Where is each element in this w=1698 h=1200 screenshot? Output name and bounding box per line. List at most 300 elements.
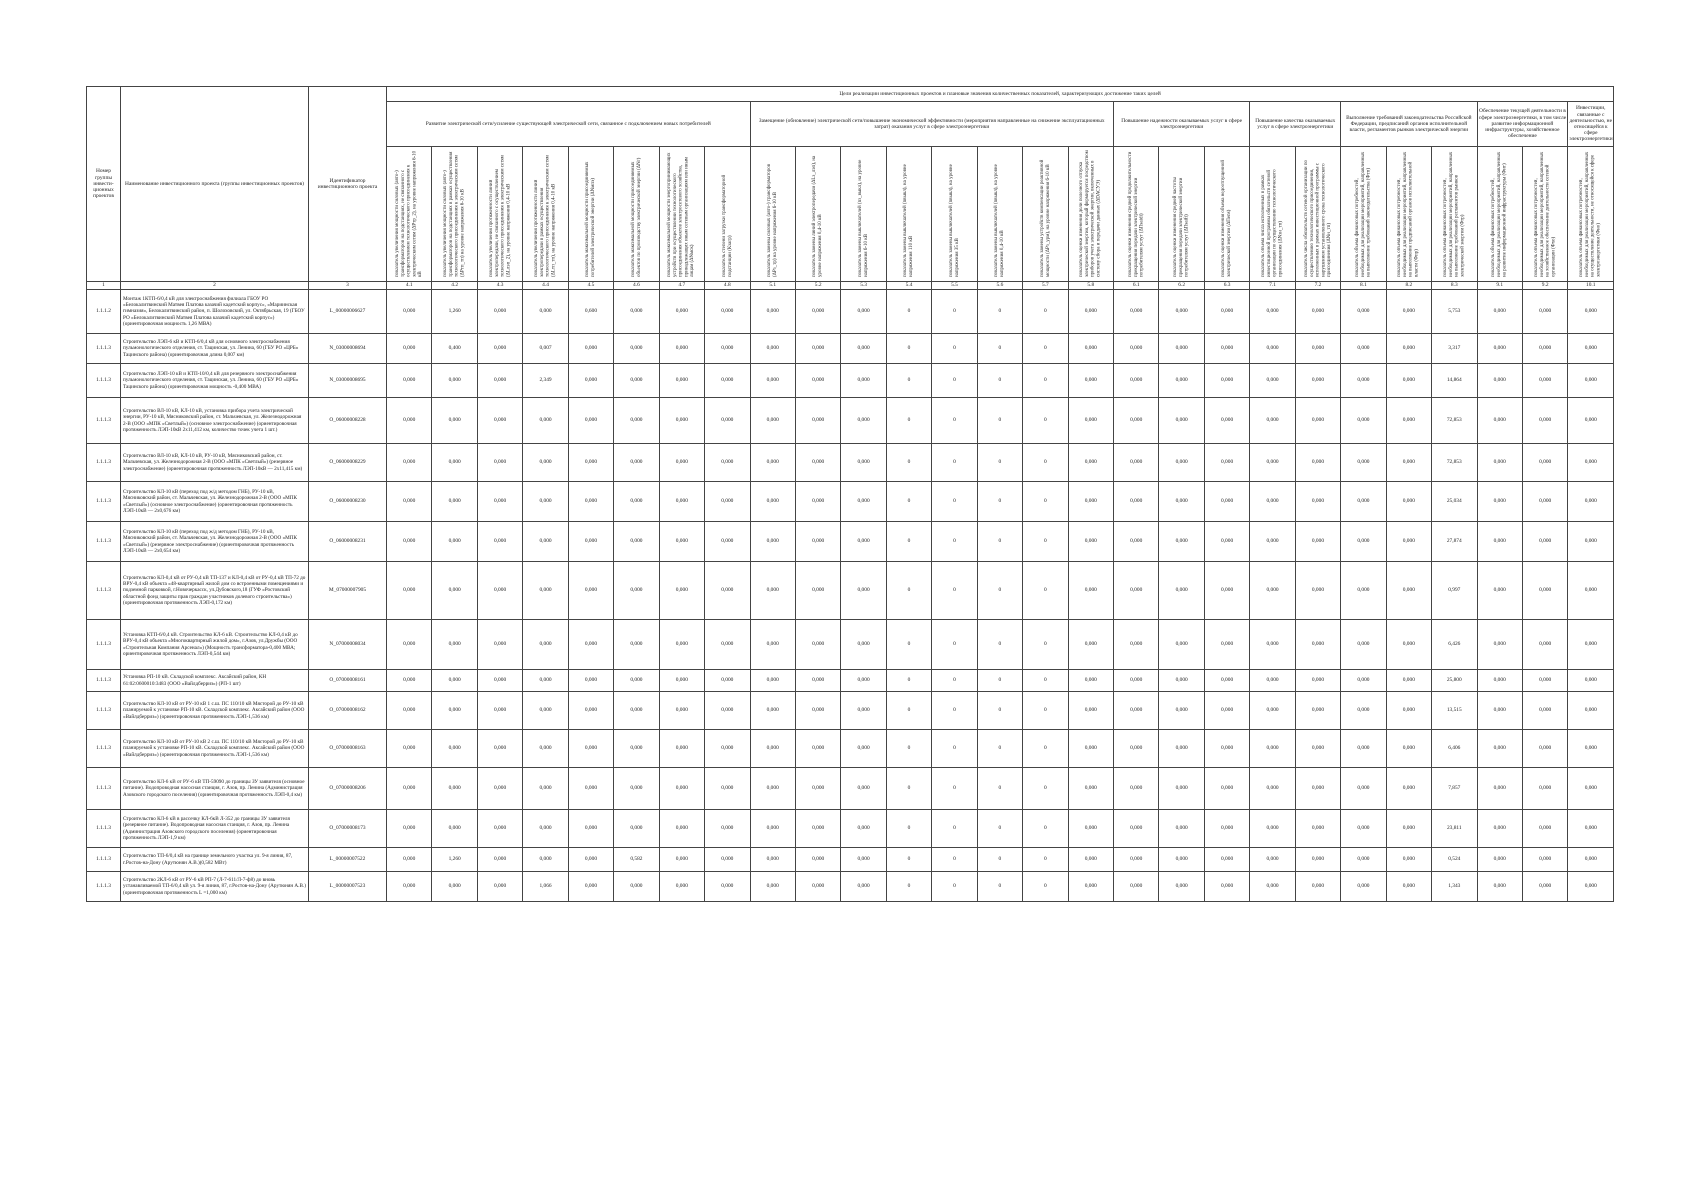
indicator-value-cell: 0,000 [1250,562,1295,620]
indicator-value-cell: 25,800 [1432,670,1477,692]
indicator-value-cell: 0,000 [1250,482,1295,522]
indicator-value-cell: 0 [932,692,977,730]
group-number-cell: 1.1.1.3 [87,398,121,444]
header-indicator-text: показатель увеличения протяженности линий электропередачи, не связанного с осуществлением технологического присоединения к электрическим сетям (ΔLлэп_2), на уровне напряжения 0,4-10 кВ [488,155,511,277]
column-number: 4.5 [568,282,613,290]
indicator-value-cell: 0,000 [1159,848,1204,872]
indicator-value-cell: 0,000 [1068,482,1113,522]
table-row [87,768,1614,810]
group-number-cell: 1.1.1.3 [87,872,121,902]
project-id-cell: O_07000008161 [309,670,387,692]
indicator-value-cell: 0,000 [614,620,659,670]
indicator-value-cell: 0,000 [523,620,568,670]
table-row [87,334,1614,364]
indicator-value-cell: 0,997 [1432,562,1477,620]
indicator-value-cell: 0,000 [1568,620,1614,670]
indicator-value-cell: 0,000 [1159,444,1204,482]
indicator-value-cell: 0,000 [1159,482,1204,522]
group-number-cell: 1.1.1.2 [87,290,121,334]
indicator-value-cell: 0 [977,522,1022,562]
project-id-cell: O_06000008231 [309,522,387,562]
header-indicator [1568,147,1614,282]
indicator-value-cell: 13,515 [1432,692,1477,730]
indicator-value-cell: 0,000 [1250,334,1295,364]
indicator-value-cell: 0,000 [1159,620,1204,670]
table-row [87,848,1614,872]
header-goal-group: Повышение надежности оказываемых услуг в сфере электроэнергетики [1114,102,1250,147]
indicator-value-cell: 0,000 [659,620,704,670]
project-name-cell: Строительство ЛЭП-10 кВ и КТП-10/0,4 кВ для резервного электроснабжения пульмонологического отделения, ст. Тацинская, ул. Ленина, 60 (ГБУ РО «ЦРБ» Тацинского района) (ориентировочная мощность -0,400 МВА) [121,364,309,398]
project-id-cell: N_07000008034 [309,620,387,670]
project-name-cell: Строительство КЛ-10 кВ от РУ-10 кВ 1 с.ш. ПС 110/10 кВ Мясторой до РУ-10 кВ планируемой к установке РП-10 кВ. Складской комплекс. Аксайский район (ООО «Вайлдберриз») (ориентировочная протяженность ЛЭП-1,536 км) [121,692,309,730]
indicator-value-cell: 0 [932,444,977,482]
indicator-value-cell: 0,000 [795,848,840,872]
indicator-value-cell: 0,000 [1386,444,1431,482]
header-indicator-text: показатель степени загрузки трансформаторной подстанции (Кзагр) [721,174,733,277]
indicator-value-cell: 0,000 [1295,872,1340,902]
project-id-cell: L_00000007522 [309,848,387,872]
indicator-value-cell: 0,000 [705,872,750,902]
project-id-cell: O_07000008206 [309,768,387,810]
header-indicator-text: показатель увеличения мощности силовых (авто-) трансформаторов на подстанциях в рамках осуществления технологического присоединения к электрическим сетям (ΔPтп_тп) на уровне напряжения 6-10 кВ [443,151,466,277]
indicator-value-cell: 0,000 [568,692,613,730]
indicator-value-cell: 0 [1023,522,1068,562]
indicator-value-cell: 0,000 [432,562,477,620]
indicator-value-cell: 0 [932,810,977,848]
indicator-value-cell: 0,000 [705,482,750,522]
indicator-value-cell: 0 [886,620,931,670]
table-row [87,398,1614,444]
indicator-value-cell: 0,000 [1568,364,1614,398]
table-row [87,482,1614,522]
indicator-value-cell: 0,000 [477,562,522,620]
project-name-cell: Строительство КЛ-6 кВ от РУ-6 кВ ТП-59090 до границы ЗУ заявителя (основное питание). Водопроводная насосная станция, г. Азов, пр. Ленина (Администрация Азовского городского поселения) (ориентировочная протяженность ЛЭП-0,4 км) [121,768,309,810]
indicator-value-cell: 0,000 [1114,872,1159,902]
header-indicator-text: показатель замены линий электропередачи (ΔLз_лэп), на уровне напряжения 0,4-10 кВ [812,155,824,277]
indicator-value-cell: 0,000 [1522,522,1567,562]
indicator-value-cell: 0,000 [568,334,613,364]
header-indicator [614,147,659,282]
header-indicator-text: показатель объема финансовых потребностей, необходимых для реализации мероприятий, направленных на хозяйственное обеспечение деятельности сетевой организации (Фхо) [1533,151,1556,277]
indicator-value-cell: 0,000 [841,768,886,810]
project-name-cell: Строительство ВЛ-10 кВ, КЛ-10 кВ, РУ-10 кВ, Мясниковский район, ст. Мальчевская, ул. Железнодорожная 2-В (ООО «МПК «Светлый») (резервное электроснабжение) (ориентировочная протяженность ЛЭП-10кВ — 2х11,415 км) [121,444,309,482]
indicator-value-cell: 0,000 [705,522,750,562]
header-indicator [1068,147,1113,282]
investment-goals-table [86,86,1614,902]
indicator-value-cell: 0,000 [1522,562,1567,620]
project-id-cell: N_03000008695 [309,364,387,398]
project-id-cell: O_06000008230 [309,482,387,522]
indicator-value-cell: 0,000 [387,364,432,398]
indicator-value-cell: 0 [886,768,931,810]
indicator-value-cell: 0 [932,398,977,444]
indicator-value-cell: 25,034 [1432,482,1477,522]
header-indicator-text: показатель числа обязательств сетевой организации по осуществлению технологического присоединения, исполненных в рамках инвестиционной программы с нарушением установленного срока технологического присоединения (ΔNн_тп) [1303,159,1332,277]
indicator-value-cell: 0,000 [1522,730,1567,768]
indicator-value-cell: 0,000 [1568,398,1614,444]
indicator-value-cell: 0,000 [1114,692,1159,730]
indicator-value-cell: 0,000 [1159,810,1204,848]
indicator-value-cell: 0,000 [1204,444,1249,482]
header-indicator-text: показатель объема финансовых потребностей, необходимых для реализации мероприятий, направленных на выполнение требований законодательства (Фтп) [1354,151,1372,277]
indicator-value-cell: 0,000 [750,398,795,444]
indicator-value-cell: 0,000 [841,810,886,848]
indicator-value-cell: 0,000 [750,872,795,902]
indicator-value-cell: 0,000 [523,670,568,692]
indicator-value-cell: 0,000 [1386,670,1431,692]
project-name-cell: Строительство ТП-6/0,4 кВ на границе земельного участка ул. 9-я линия, 87, г.Ростов-на-Дону (Арутюнян А.В.)(0,582 МВт) [121,848,309,872]
indicator-value-cell: 0,000 [387,692,432,730]
header-indicator-text: показатель максимальной мощности присоединяемых потребителей электрической энергии (ΔNмпэ) [585,161,596,277]
column-number: 4.8 [705,282,750,290]
column-number: 9.1 [1477,282,1522,290]
indicator-value-cell: 0,000 [1204,730,1249,768]
indicator-value-cell: 0,000 [750,444,795,482]
project-name-cell: Установка КТП-6/0,4 кВ. Строительство КЛ-6 кВ. Строительство КЛ-0,4 кВ до ВРУ-0,4 кВ объекта «Многоквартирный жилой дом», г.Азов, ул.Дружбы (ООО «Строительная Компания Арсенал») (Мощность трансформатора-0,400 МВА; ориентировочная протяженность ЛЭП-0,544 км) [121,620,309,670]
indicator-value-cell: 0,000 [795,334,840,364]
indicator-value-cell: 0,000 [750,522,795,562]
indicator-value-cell: 0,000 [1114,290,1159,334]
indicator-value-cell: 0,000 [795,872,840,902]
indicator-value-cell: 0,000 [1068,290,1113,334]
indicator-value-cell: 0,000 [705,620,750,670]
indicator-value-cell: 0,000 [795,444,840,482]
indicator-value-cell: 0,000 [841,364,886,398]
indicator-value-cell: 0,000 [1341,872,1386,902]
indicator-value-cell: 0,000 [1159,398,1204,444]
indicator-value-cell: 0,000 [750,482,795,522]
header-indicator-text: показатель замены выключателей (nз_выкл), на уровне напряжения 6-10 кВ [857,159,869,277]
indicator-value-cell: 0 [932,848,977,872]
indicator-value-cell: 14,864 [1432,364,1477,398]
indicator-value-cell: 0,000 [432,444,477,482]
column-number: 7.2 [1295,282,1340,290]
indicator-value-cell: 0 [886,810,931,848]
indicator-value-cell: 0,000 [659,364,704,398]
table-row [87,620,1614,670]
indicator-value-cell: 0,000 [1522,692,1567,730]
indicator-value-cell: 0,000 [1295,848,1340,872]
header-indicator-text: показатель объема финансовых потребностей, необходимых для реализации мероприятий, направленных на развитие информационной инфраструктуры (Фит) [1491,151,1508,277]
indicator-value-cell: 0,000 [1522,482,1567,522]
table-row [87,364,1614,398]
indicator-value-cell: 0,000 [705,692,750,730]
group-number-cell: 1.1.1.3 [87,522,121,562]
project-name-cell: Строительство КЛ-6 кВ в рассечку КЛ-6кВ Л-352 до границы ЗУ заявителя (резервное питание). Водопроводная насосная станция, г. Азов, пр. Ленина (Администрация Азовского городского поселения) (ориентировочная протяженность ЛЭП-1,9 км) [121,810,309,848]
indicator-value-cell: 0,000 [659,872,704,902]
indicator-value-cell: 0,000 [1386,872,1431,902]
indicator-value-cell: 0,000 [1114,670,1159,692]
header-indicator [387,147,432,282]
indicator-value-cell: 0,000 [1068,562,1113,620]
indicator-value-cell: 0,000 [659,562,704,620]
header-goal-group: Обеспечение текущей деятельности в сфере электроэнергетики, в том числе развитие информационной инфраструктуры, хозяйственное обеспечение [1477,102,1568,147]
indicator-value-cell: 0,000 [1204,620,1249,670]
indicator-value-cell: 0,000 [841,848,886,872]
indicator-value-cell: 0,000 [432,730,477,768]
indicator-value-cell: 0,000 [614,692,659,730]
indicator-value-cell: 0 [932,334,977,364]
indicator-value-cell: 0,000 [795,562,840,620]
indicator-value-cell: 0 [932,872,977,902]
indicator-value-cell: 0,000 [1114,810,1159,848]
indicator-value-cell: 0,000 [1068,848,1113,872]
table-row [87,872,1614,902]
indicator-value-cell: 0,000 [1159,334,1204,364]
indicator-value-cell: 0,000 [432,692,477,730]
column-number: 5.2 [795,282,840,290]
indicator-value-cell: 0,000 [523,768,568,810]
indicator-value-cell: 0,000 [1477,522,1522,562]
indicator-value-cell: 0,000 [432,364,477,398]
indicator-value-cell: 0,000 [841,872,886,902]
indicator-value-cell: 0,000 [1250,848,1295,872]
column-number: 5.8 [1068,282,1113,290]
indicator-value-cell: 0,000 [1250,872,1295,902]
indicator-value-cell: 0,000 [387,620,432,670]
indicator-value-cell: 0,000 [841,334,886,364]
indicator-value-cell: 0,000 [1341,444,1386,482]
column-number: 6.3 [1204,282,1249,290]
column-number: 2 [121,282,309,290]
indicator-value-cell: 0,000 [750,670,795,692]
indicator-value-cell: 0,000 [1204,334,1249,364]
header-indicator [1250,147,1295,282]
indicator-value-cell: 0 [977,290,1022,334]
column-number: 4.7 [659,282,704,290]
indicator-value-cell: 0,000 [1204,522,1249,562]
indicator-value-cell: 0 [1023,768,1068,810]
indicator-value-cell: 0,000 [659,482,704,522]
indicator-value-cell: 0,000 [705,444,750,482]
indicator-value-cell: 1,260 [432,848,477,872]
indicator-value-cell: 0 [932,290,977,334]
indicator-value-cell: 0,000 [387,398,432,444]
indicator-value-cell: 27,874 [1432,522,1477,562]
indicator-value-cell: 6,406 [1432,730,1477,768]
indicator-value-cell: 0,000 [1295,730,1340,768]
column-number: 5.6 [977,282,1022,290]
indicator-value-cell: 0,000 [1159,290,1204,334]
header-goal-group: Замещение (обновление) электрической сети/повышение экономической эффективности (мероприятия направленные на снижение эксплуатационных затрат) оказания услуг в сфере электроэнергетики [750,102,1114,147]
indicator-value-cell: 0,000 [1204,810,1249,848]
indicator-value-cell: 0,000 [387,522,432,562]
indicator-value-cell: 0,000 [1204,398,1249,444]
indicator-value-cell: 0,000 [1341,562,1386,620]
indicator-value-cell: 0,000 [1477,872,1522,902]
indicator-value-cell: 0 [932,670,977,692]
column-number: 6.1 [1114,282,1159,290]
indicator-value-cell: 0,000 [568,730,613,768]
indicator-value-cell: 0 [977,482,1022,522]
indicator-value-cell: 0,000 [1477,290,1522,334]
indicator-value-cell: 0,000 [1341,730,1386,768]
indicator-value-cell: 0,000 [1250,522,1295,562]
indicator-value-cell: 0,000 [568,562,613,620]
indicator-value-cell: 0 [977,692,1022,730]
indicator-value-cell: 0,000 [705,730,750,768]
header-indicator-text: показатель увеличения мощности силовых (авто-) трансформаторов на подстанциях, не связанного с осуществлением технологического присоединения к электрическим сетям (ΔPтр_2), на уровне напряжения 6-10 кВ [394,150,423,277]
indicator-value-cell: 0,000 [1250,290,1295,334]
indicator-value-cell: 0,000 [1250,670,1295,692]
column-number: 4.4 [523,282,568,290]
indicator-value-cell: 0,000 [1386,290,1431,334]
header-goal-group: Развитие электрической сети/усиление существующей электрической сети, связанное с подключением новых потребителей [387,102,751,147]
indicator-value-cell: 0,000 [1068,730,1113,768]
indicator-value-cell: 0,000 [1522,768,1567,810]
indicator-value-cell: 0,000 [1477,398,1522,444]
group-number-cell: 1.1.1.3 [87,364,121,398]
indicator-value-cell: 0,000 [1341,692,1386,730]
indicator-value-cell: 5,753 [1432,290,1477,334]
indicator-value-cell: 0,000 [705,768,750,810]
indicator-value-cell: 0,000 [1568,522,1614,562]
indicator-value-cell: 0,000 [1522,334,1567,364]
indicator-value-cell: 0,000 [1477,810,1522,848]
indicator-value-cell: 0 [932,620,977,670]
table-row [87,444,1614,482]
header-project-name: Наименование инвестиционного проекта (группы инвестиционных проектов) [121,87,309,282]
column-number: 6.2 [1159,282,1204,290]
indicator-value-cell: 0,000 [387,730,432,768]
indicator-value-cell: 0,000 [1295,398,1340,444]
indicator-value-cell: 0,000 [523,730,568,768]
indicator-value-cell: 0,000 [568,620,613,670]
indicator-value-cell: 0,000 [1159,522,1204,562]
indicator-value-cell: 0,000 [750,810,795,848]
indicator-value-cell: 0,000 [614,810,659,848]
table-row [87,692,1614,730]
indicator-value-cell: 0,000 [477,398,522,444]
header-indicator [568,147,613,282]
indicator-value-cell: 0,000 [750,334,795,364]
indicator-value-cell: 2,349 [523,364,568,398]
indicator-value-cell: 0,000 [387,482,432,522]
indicator-value-cell: 0,000 [841,620,886,670]
header-indicator [659,147,704,282]
column-number: 5.5 [932,282,977,290]
indicator-value-cell: 0,400 [432,334,477,364]
indicator-value-cell: 0,000 [387,444,432,482]
indicator-value-cell: 0,000 [1204,290,1249,334]
indicator-value-cell: 0,000 [477,768,522,810]
header-indicator [1114,147,1159,282]
indicator-value-cell: 0 [886,398,931,444]
indicator-value-cell: 0,000 [795,398,840,444]
indicator-value-cell: 0,000 [1568,848,1614,872]
indicator-value-cell: 0,000 [387,848,432,872]
indicator-value-cell: 0 [1023,620,1068,670]
indicator-value-cell: 0,000 [477,730,522,768]
indicator-value-cell: 0,000 [705,290,750,334]
indicator-value-cell: 0,000 [477,670,522,692]
project-id-cell: L_00000007523 [309,872,387,902]
indicator-value-cell: 0 [932,562,977,620]
indicator-value-cell: 0,000 [1068,620,1113,670]
indicator-value-cell: 0,000 [387,810,432,848]
indicator-value-cell: 0,000 [1477,334,1522,364]
indicator-value-cell: 1,260 [432,290,477,334]
indicator-value-cell: 0,000 [1522,810,1567,848]
indicator-value-cell: 0,000 [387,768,432,810]
indicator-value-cell: 0,000 [1341,768,1386,810]
indicator-value-cell: 0,000 [614,364,659,398]
indicator-value-cell: 0,000 [659,692,704,730]
indicator-value-cell: 0,000 [568,444,613,482]
indicator-value-cell: 0,000 [1477,482,1522,522]
header-indicator-text: показатель замены выключателей (nвыкл), на уровне напряжения 0,4-10 кВ [994,164,1005,277]
indicator-value-cell: 0,000 [705,848,750,872]
indicator-value-cell: 0,000 [1114,848,1159,872]
indicator-value-cell: 0 [886,670,931,692]
indicator-value-cell: 0,000 [1068,768,1113,810]
header-indicator-text: показатель замены выключателей (nвыкл), на уровне напряжения 35 кВ [948,164,960,277]
indicator-value-cell: 0,000 [659,848,704,872]
indicator-value-cell: 0,000 [1386,334,1431,364]
indicator-value-cell: 0,582 [614,848,659,872]
indicator-value-cell: 0,000 [568,768,613,810]
indicator-value-cell: 0 [977,444,1022,482]
indicator-value-cell: 0,000 [1114,730,1159,768]
indicator-value-cell: 0,000 [477,872,522,902]
indicator-value-cell: 0 [977,398,1022,444]
indicator-value-cell: 0,000 [387,334,432,364]
indicator-value-cell: 0,000 [1114,398,1159,444]
indicator-value-cell: 0 [1023,562,1068,620]
indicator-value-cell: 0,000 [1068,334,1113,364]
indicator-value-cell: 0,000 [659,730,704,768]
project-id-cell: O_07000008173 [309,810,387,848]
indicator-value-cell: 0 [1023,290,1068,334]
column-number: 7.1 [1250,282,1295,290]
indicator-value-cell: 0,000 [1568,768,1614,810]
indicator-value-cell: 0,000 [1386,730,1431,768]
indicator-value-cell: 0 [977,364,1022,398]
indicator-value-cell: 72,853 [1432,398,1477,444]
indicator-value-cell: 0,000 [1568,482,1614,522]
indicator-value-cell: 0,000 [1295,810,1340,848]
indicator-value-cell: 0,000 [795,692,840,730]
indicator-value-cell: 0,000 [1341,848,1386,872]
header-indicator-text: показатель замены силовых (авто-) трансформаторов (ΔPз_тр) на уровне напряжения 6-10 кВ [766,163,778,277]
header-indicator [1023,147,1068,282]
indicator-value-cell: 0,000 [1568,562,1614,620]
header-indicator [886,147,931,282]
indicator-value-cell: 0 [886,364,931,398]
indicator-value-cell: 0,000 [1204,768,1249,810]
indicator-value-cell: 0,000 [1341,364,1386,398]
indicator-value-cell: 0,000 [477,522,522,562]
indicator-value-cell: 0,000 [1568,810,1614,848]
indicator-value-cell: 0,000 [1386,768,1431,810]
indicator-value-cell: 0,000 [1159,730,1204,768]
indicator-value-cell: 0,000 [1204,848,1249,872]
group-number-cell: 1.1.1.3 [87,810,121,848]
indicator-value-cell: 0 [977,730,1022,768]
indicator-value-cell: 0,000 [1250,364,1295,398]
indicator-value-cell: 0 [977,810,1022,848]
group-number-cell: 1.1.1.3 [87,444,121,482]
indicator-value-cell: 0,000 [1250,620,1295,670]
header-indicator-text: показатель оценки изменения объема недоотпущенной электрической энергии (ΔПens) [1221,159,1233,277]
indicator-value-cell: 0,000 [1295,768,1340,810]
header-goal-group: Повышение качества оказываемых услуг в сфере электроэнергетики [1250,102,1341,147]
indicator-value-cell: 0 [886,872,931,902]
indicator-value-cell: 0,000 [1295,444,1340,482]
header-indicator-text: показатель увеличения протяженности линий электропередачи в рамках осуществления технологического присоединения к электрическим сетям (ΔLтп_тп), на уровне напряжения 0,4-10 кВ [534,155,557,277]
indicator-value-cell: 0,000 [659,768,704,810]
indicator-value-cell: 0,000 [1341,290,1386,334]
